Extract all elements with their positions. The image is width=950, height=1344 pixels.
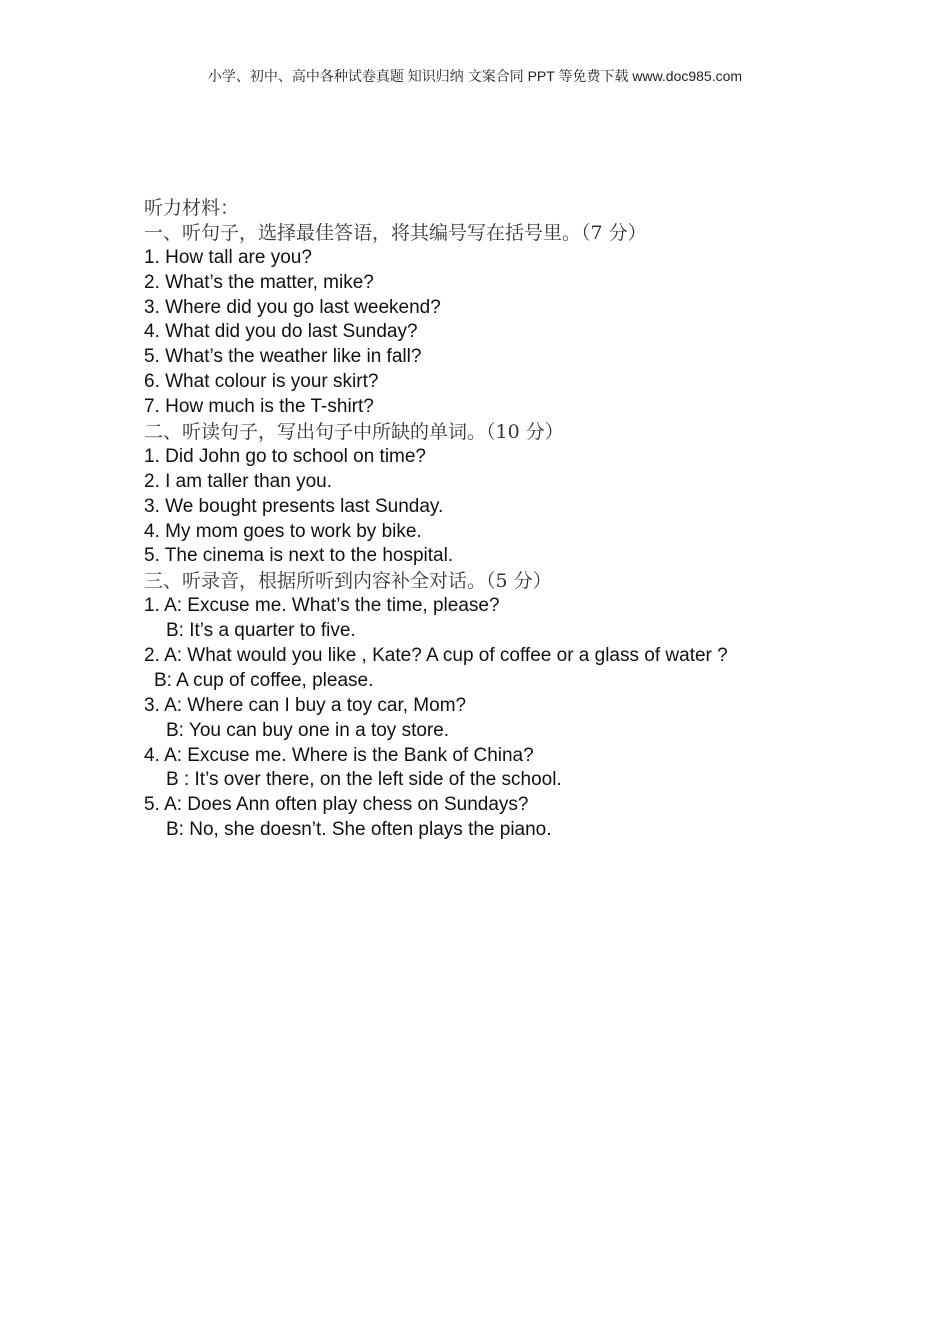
section-1-item: 5. What’s the weather like in fall? [144,346,422,368]
section-1-item: 7. How much is the T-shirt? [144,396,374,418]
section-2-heading: 二、听读句子，写出句子中所缺的单词。（10 分） [144,421,564,444]
section-1-item: 4. What did you do last Sunday? [144,321,418,343]
dialogue-line-a: 2. A: What would you like , Kate? A cup of coffee or a glass of water ? [144,645,728,667]
section-2-item: 5. The cinema is next to the hospital. [144,545,454,567]
section-1-heading: 一、听句子，选择最佳答语，将其编号写在括号里。（7 分） [144,221,647,244]
section-1-item: 3. Where did you go last weekend? [144,296,441,318]
dialogue-line-a: 4. A: Excuse me. Where is the Bank of China? [144,744,534,766]
section-2-item: 2. I am taller than you. [144,470,332,492]
dialogue-line-b: B: You can buy one in a toy store. [166,719,450,741]
section-1-item: 6. What colour is your skirt? [144,371,379,393]
dialogue-line-b: B: No, she doesn’t. She often plays the piano. [166,819,552,841]
dialogue-line-a: 3. A: Where can I buy a toy car, Mom? [144,694,467,716]
section-2-item: 4. My mom goes to work by bike. [144,520,422,542]
section-1-item: 2. What’s the matter, mike? [144,271,374,293]
dialogue-line-a: 1. A: Excuse me. What’s the time, please? [144,595,500,617]
section-3-heading: 三、听录音，根据所听到内容补全对话。（5 分） [144,570,552,593]
listening-material [144,196,864,843]
dialogue-line-b: B: A cup of coffee, please. [154,669,374,691]
section-1-item: 1. How tall are you? [144,246,312,268]
dialogue-line-b: B : It’s over there, on the left side of the school. [166,769,562,791]
dialogue-line-b: B: It’s a quarter to five. [166,620,356,642]
dialogue-line-a: 5. A: Does Ann often play chess on Sundays? [144,794,529,816]
section-2-item: 1. Did John go to school on time? [144,445,427,467]
section-2-item: 3. We bought presents last Sunday. [144,495,444,517]
document-title: 听力材料： [144,197,240,219]
page-header: 小学、初中、高中各种试卷真题 知识归纳 文案合同 PPT 等免费下载 www.doc985.com [207,68,743,84]
